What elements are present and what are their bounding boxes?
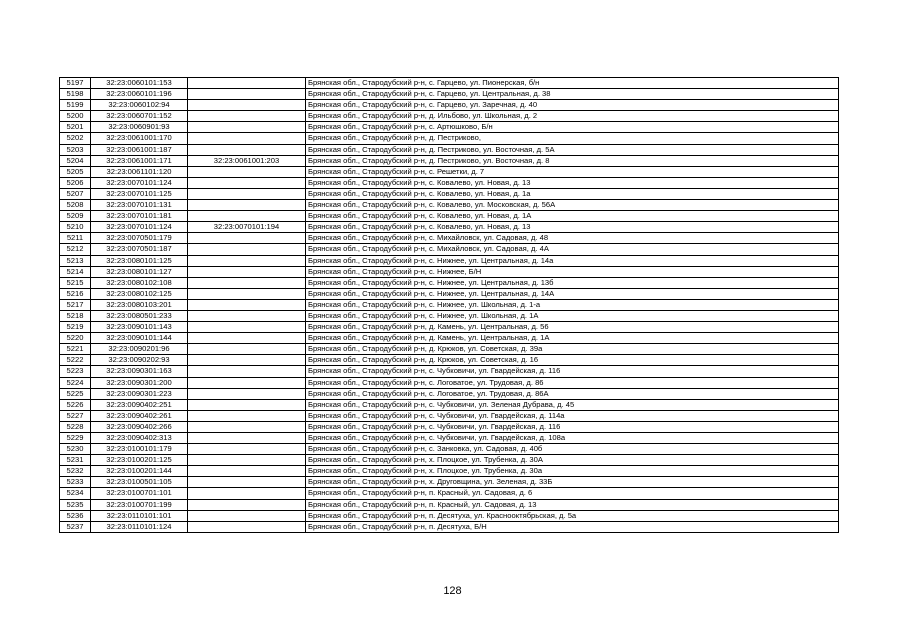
table-row	[60, 521, 839, 532]
cadastral-number-cell: 32:23:0060101:196	[91, 89, 188, 100]
linked-cadastral-number-cell	[188, 433, 306, 444]
record-number-cell: 5219	[60, 322, 91, 333]
table-row	[60, 100, 839, 111]
cadastral-number-cell: 32:23:0100201:125	[91, 455, 188, 466]
address-cell: Брянская обл., Стародубский р-н, с. Нижнее, ул. Школьная, д. 1-а	[306, 299, 839, 310]
linked-cadastral-number-cell	[188, 355, 306, 366]
record-number-cell: 5201	[60, 122, 91, 133]
cadastral-number-cell: 32:23:0090202:93	[91, 355, 188, 366]
cadastral-number-cell: 32:23:0070501:179	[91, 233, 188, 244]
table-row	[60, 200, 839, 211]
record-number-cell: 5222	[60, 355, 91, 366]
table-row	[60, 488, 839, 499]
record-number-cell: 5221	[60, 344, 91, 355]
address-cell: Брянская обл., Стародубский р-н, с. Нижнее, Б/Н	[306, 266, 839, 277]
cadastral-number-cell: 32:23:0110101:124	[91, 521, 188, 532]
record-number-cell: 5217	[60, 299, 91, 310]
table-row	[60, 310, 839, 321]
cadastral-number-cell: 32:23:0080501:233	[91, 310, 188, 321]
address-cell: Брянская обл., Стародубский р-н, п. Красный, ул. Садовая, д. 6	[306, 488, 839, 499]
record-number-cell: 5198	[60, 89, 91, 100]
address-cell: Брянская обл., Стародубский р-н, с. Ковалево, ул. Новая, д. 1а	[306, 188, 839, 199]
linked-cadastral-number-cell	[188, 488, 306, 499]
linked-cadastral-number-cell	[188, 399, 306, 410]
linked-cadastral-number-cell	[188, 344, 306, 355]
address-cell: Брянская обл., Стародубский р-н, д. Пестриково,	[306, 133, 839, 144]
linked-cadastral-number-cell	[188, 299, 306, 310]
record-number-cell: 5223	[60, 366, 91, 377]
linked-cadastral-number-cell	[188, 444, 306, 455]
address-cell: Брянская обл., Стародубский р-н, д. Крюков, ул. Советская, д. 16	[306, 355, 839, 366]
address-cell: Брянская обл., Стародубский р-н, д. Пестриково, ул. Восточная, д. 8	[306, 155, 839, 166]
address-cell: Брянская обл., Стародубский р-н, д. Крюков, ул. Советская, д. 39а	[306, 344, 839, 355]
address-cell: Брянская обл., Стародубский р-н, с. Нижнее, ул. Школьная, д. 1А	[306, 310, 839, 321]
address-cell: Брянская обл., Стародубский р-н, с. Логоватое, ул. Трудовая, д. 86А	[306, 388, 839, 399]
record-number-cell: 5199	[60, 100, 91, 111]
linked-cadastral-number-cell: 32:23:0070101:194	[188, 222, 306, 233]
table-row	[60, 89, 839, 100]
cadastral-number-cell: 32:23:0060901:93	[91, 122, 188, 133]
registry-table	[59, 77, 839, 533]
linked-cadastral-number-cell	[188, 455, 306, 466]
address-cell: Брянская обл., Стародубский р-н, х. Друговщина, ул. Зеленая, д. 33Б	[306, 477, 839, 488]
record-number-cell: 5197	[60, 78, 91, 89]
linked-cadastral-number-cell	[188, 322, 306, 333]
record-number-cell: 5215	[60, 277, 91, 288]
table-row	[60, 222, 839, 233]
record-number-cell: 5237	[60, 521, 91, 532]
table-row	[60, 288, 839, 299]
cadastral-number-cell: 32:23:0061001:187	[91, 144, 188, 155]
cadastral-number-cell: 32:23:0070101:125	[91, 188, 188, 199]
linked-cadastral-number-cell	[188, 133, 306, 144]
table-row	[60, 244, 839, 255]
table-row	[60, 421, 839, 432]
page-number: 128	[443, 585, 462, 597]
cadastral-number-cell: 32:23:0061001:171	[91, 155, 188, 166]
linked-cadastral-number-cell	[188, 233, 306, 244]
cadastral-number-cell: 32:23:0070101:124	[91, 177, 188, 188]
cadastral-number-cell: 32:23:0070101:124	[91, 222, 188, 233]
table-row	[60, 322, 839, 333]
cadastral-number-cell: 32:23:0090301:200	[91, 377, 188, 388]
record-number-cell: 5214	[60, 266, 91, 277]
address-cell: Брянская обл., Стародубский р-н, х. Плоцкое, ул. Трубенка, д. 30А	[306, 455, 839, 466]
address-cell: Брянская обл., Стародубский р-н, с. Чубковичи, ул. Зеленая Дубрава, д. 45	[306, 399, 839, 410]
table-row	[60, 510, 839, 521]
table-row	[60, 366, 839, 377]
record-number-cell: 5227	[60, 410, 91, 421]
table-row	[60, 455, 839, 466]
cadastral-number-cell: 32:23:0090301:163	[91, 366, 188, 377]
table-row	[60, 499, 839, 510]
record-number-cell: 5212	[60, 244, 91, 255]
record-number-cell: 5203	[60, 144, 91, 155]
cadastral-number-cell: 32:23:0090201:96	[91, 344, 188, 355]
address-cell: Брянская обл., Стародубский р-н, с. Артюшково, Б/н	[306, 122, 839, 133]
cadastral-number-cell: 32:23:0090402:266	[91, 421, 188, 432]
table-row	[60, 277, 839, 288]
cadastral-number-cell: 32:23:0090402:313	[91, 433, 188, 444]
table-row	[60, 133, 839, 144]
table-row	[60, 433, 839, 444]
table-row	[60, 111, 839, 122]
cadastral-number-cell: 32:23:0080101:125	[91, 255, 188, 266]
record-number-cell: 5218	[60, 310, 91, 321]
linked-cadastral-number-cell	[188, 510, 306, 521]
cadastral-number-cell: 32:23:0090402:261	[91, 410, 188, 421]
linked-cadastral-number-cell	[188, 421, 306, 432]
address-cell: Брянская обл., Стародубский р-н, д. Камень, ул. Центральная, д. 56	[306, 322, 839, 333]
linked-cadastral-number-cell	[188, 366, 306, 377]
linked-cadastral-number-cell: 32:23:0061001:203	[188, 155, 306, 166]
cadastral-number-cell: 32:23:0060101:153	[91, 78, 188, 89]
linked-cadastral-number-cell	[188, 266, 306, 277]
record-number-cell: 5232	[60, 466, 91, 477]
linked-cadastral-number-cell	[188, 466, 306, 477]
table-row	[60, 377, 839, 388]
table-row	[60, 444, 839, 455]
address-cell: Брянская обл., Стародубский р-н, с. Чубковичи, ул. Гвардейская, д. 114а	[306, 410, 839, 421]
linked-cadastral-number-cell	[188, 477, 306, 488]
cadastral-number-cell: 32:23:0090301:223	[91, 388, 188, 399]
address-cell: Брянская обл., Стародубский р-н, с. Михайловск, ул. Садовая, д. 48	[306, 233, 839, 244]
table-row	[60, 466, 839, 477]
record-number-cell: 5204	[60, 155, 91, 166]
record-number-cell: 5208	[60, 200, 91, 211]
table-row	[60, 266, 839, 277]
cadastral-number-cell: 32:23:0080103:201	[91, 299, 188, 310]
table-row	[60, 166, 839, 177]
table-row	[60, 211, 839, 222]
address-cell: Брянская обл., Стародубский р-н, с. Чубковичи, ул. Гвардейская, д. 116	[306, 366, 839, 377]
linked-cadastral-number-cell	[188, 188, 306, 199]
table-row	[60, 155, 839, 166]
record-number-cell: 5220	[60, 333, 91, 344]
table-row	[60, 255, 839, 266]
record-number-cell: 5229	[60, 433, 91, 444]
record-number-cell: 5210	[60, 222, 91, 233]
record-number-cell: 5230	[60, 444, 91, 455]
address-cell: Брянская обл., Стародубский р-н, с. Нижнее, ул. Центральная, д. 14А	[306, 288, 839, 299]
table-row	[60, 333, 839, 344]
address-cell: Брянская обл., Стародубский р-н, с. Ковалево, ул. Новая, д. 13	[306, 222, 839, 233]
address-cell: Брянская обл., Стародубский р-н, п. Десятуха, ул. Краснооктябрьская, д. 5а	[306, 510, 839, 521]
address-cell: Брянская обл., Стародубский р-н, с. Ковалево, ул. Московская, д. 56А	[306, 200, 839, 211]
cadastral-number-cell: 32:23:0061001:170	[91, 133, 188, 144]
table-row	[60, 188, 839, 199]
linked-cadastral-number-cell	[188, 377, 306, 388]
linked-cadastral-number-cell	[188, 288, 306, 299]
cadastral-number-cell: 32:23:0061101:120	[91, 166, 188, 177]
linked-cadastral-number-cell	[188, 177, 306, 188]
record-number-cell: 5234	[60, 488, 91, 499]
record-number-cell: 5209	[60, 211, 91, 222]
table-row	[60, 355, 839, 366]
cadastral-number-cell: 32:23:0100701:101	[91, 488, 188, 499]
linked-cadastral-number-cell	[188, 410, 306, 421]
record-number-cell: 5211	[60, 233, 91, 244]
address-cell: Брянская обл., Стародубский р-н, с. Нижнее, ул. Центральная, д. 13б	[306, 277, 839, 288]
cadastral-number-cell: 32:23:0080102:125	[91, 288, 188, 299]
cadastral-number-cell: 32:23:0110101:101	[91, 510, 188, 521]
linked-cadastral-number-cell	[188, 499, 306, 510]
cadastral-number-cell: 32:23:0080102:108	[91, 277, 188, 288]
record-number-cell: 5206	[60, 177, 91, 188]
address-cell: Брянская обл., Стародубский р-н, д. Камень, ул. Центральная, д. 1А	[306, 333, 839, 344]
address-cell: Брянская обл., Стародубский р-н, с. Гарцево, ул. Заречная, д. 40	[306, 100, 839, 111]
linked-cadastral-number-cell	[188, 144, 306, 155]
linked-cadastral-number-cell	[188, 166, 306, 177]
linked-cadastral-number-cell	[188, 78, 306, 89]
address-cell: Брянская обл., Стародубский р-н, п. Десятуха, Б/Н	[306, 521, 839, 532]
address-cell: Брянская обл., Стародубский р-н, с. Михайловск, ул. Садовая, д. 4А	[306, 244, 839, 255]
record-number-cell: 5231	[60, 455, 91, 466]
linked-cadastral-number-cell	[188, 122, 306, 133]
linked-cadastral-number-cell	[188, 277, 306, 288]
linked-cadastral-number-cell	[188, 388, 306, 399]
table-row	[60, 233, 839, 244]
cadastral-number-cell: 32:23:0090402:251	[91, 399, 188, 410]
record-number-cell: 5213	[60, 255, 91, 266]
record-number-cell: 5216	[60, 288, 91, 299]
linked-cadastral-number-cell	[188, 333, 306, 344]
address-cell: Брянская обл., Стародубский р-н, с. Чубковичи, ул. Гвардейская, д. 108а	[306, 433, 839, 444]
cadastral-number-cell: 32:23:0090101:144	[91, 333, 188, 344]
address-cell: Брянская обл., Стародубский р-н, с. Гарцево, ул. Центральная, д. 38	[306, 89, 839, 100]
table-row	[60, 122, 839, 133]
record-number-cell: 5228	[60, 421, 91, 432]
address-cell: Брянская обл., Стародубский р-н, д. Ильбово, ул. Школьная, д. 2	[306, 111, 839, 122]
address-cell: Брянская обл., Стародубский р-н, с. Нижнее, ул. Центральная, д. 14а	[306, 255, 839, 266]
linked-cadastral-number-cell	[188, 310, 306, 321]
table-row	[60, 344, 839, 355]
table-row	[60, 410, 839, 421]
record-number-cell: 5236	[60, 510, 91, 521]
record-number-cell: 5226	[60, 399, 91, 410]
address-cell: Брянская обл., Стародубский р-н, п. Красный, ул. Садовая, д. 13	[306, 499, 839, 510]
address-cell: Брянская обл., Стародубский р-н, с. Гарцево, ул. Пионерская, б/н	[306, 78, 839, 89]
cadastral-number-cell: 32:23:0060102:94	[91, 100, 188, 111]
table-row	[60, 477, 839, 488]
table-row	[60, 399, 839, 410]
table-row	[60, 299, 839, 310]
cadastral-number-cell: 32:23:0070101:181	[91, 211, 188, 222]
linked-cadastral-number-cell	[188, 100, 306, 111]
table-row	[60, 177, 839, 188]
table-row	[60, 78, 839, 89]
address-cell: Брянская обл., Стародубский р-н, д. Пестриково, ул. Восточная, д. 5А	[306, 144, 839, 155]
address-cell: Брянская обл., Стародубский р-н, с. Чубковичи, ул. Гвардейская, д. 116	[306, 421, 839, 432]
registry-table-body	[60, 78, 839, 533]
cadastral-number-cell: 32:23:0070501:187	[91, 244, 188, 255]
address-cell: Брянская обл., Стародубский р-н, с. Логоватое, ул. Трудовая, д. 86	[306, 377, 839, 388]
cadastral-number-cell: 32:23:0060701:152	[91, 111, 188, 122]
address-cell: Брянская обл., Стародубский р-н, х. Плоцкое, ул. Трубенка, д. 30а	[306, 466, 839, 477]
record-number-cell: 5224	[60, 377, 91, 388]
address-cell: Брянская обл., Стародубский р-н, с. Решетки, д. 7	[306, 166, 839, 177]
record-number-cell: 5202	[60, 133, 91, 144]
cadastral-number-cell: 32:23:0090101:143	[91, 322, 188, 333]
linked-cadastral-number-cell	[188, 89, 306, 100]
address-cell: Брянская обл., Стародубский р-н, с. Занковка, ул. Садовая, д. 40б	[306, 444, 839, 455]
address-cell: Брянская обл., Стародубский р-н, с. Ковалево, ул. Новая, д. 1А	[306, 211, 839, 222]
record-number-cell: 5233	[60, 477, 91, 488]
table-row	[60, 388, 839, 399]
linked-cadastral-number-cell	[188, 255, 306, 266]
record-number-cell: 5207	[60, 188, 91, 199]
table-row	[60, 144, 839, 155]
linked-cadastral-number-cell	[188, 211, 306, 222]
cadastral-number-cell: 32:23:0070101:131	[91, 200, 188, 211]
record-number-cell: 5205	[60, 166, 91, 177]
linked-cadastral-number-cell	[188, 521, 306, 532]
cadastral-number-cell: 32:23:0100701:199	[91, 499, 188, 510]
linked-cadastral-number-cell	[188, 244, 306, 255]
cadastral-number-cell: 32:23:0100501:105	[91, 477, 188, 488]
record-number-cell: 5225	[60, 388, 91, 399]
address-cell: Брянская обл., Стародубский р-н, с. Ковалево, ул. Новая, д. 13	[306, 177, 839, 188]
cadastral-number-cell: 32:23:0100201:144	[91, 466, 188, 477]
cadastral-number-cell: 32:23:0080101:127	[91, 266, 188, 277]
cadastral-number-cell: 32:23:0100101:179	[91, 444, 188, 455]
record-number-cell: 5235	[60, 499, 91, 510]
record-number-cell: 5200	[60, 111, 91, 122]
linked-cadastral-number-cell	[188, 200, 306, 211]
linked-cadastral-number-cell	[188, 111, 306, 122]
